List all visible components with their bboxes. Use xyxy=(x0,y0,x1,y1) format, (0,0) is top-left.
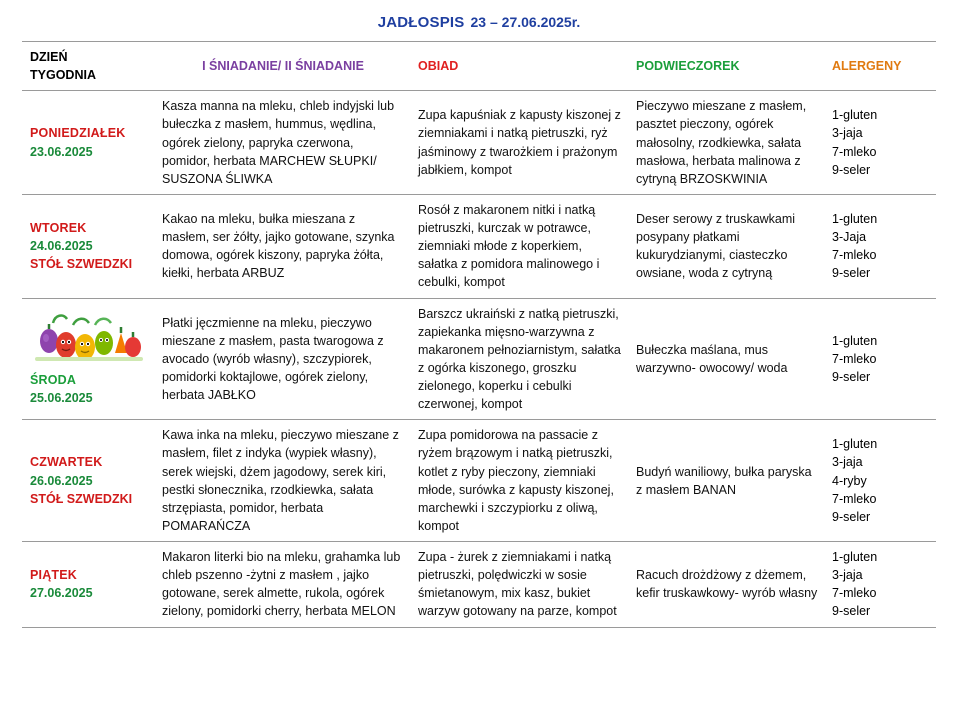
allergen-item: 9-seler xyxy=(832,266,871,281)
allergen-item: 1-gluten xyxy=(832,333,878,348)
header-row xyxy=(22,42,936,91)
day-name: WTOREK xyxy=(30,221,87,235)
allergen-item: 1-gluten xyxy=(832,437,878,452)
column-header-day-line2: TYGODNIA xyxy=(30,68,96,83)
table-header xyxy=(22,42,936,91)
snack-cell: Pieczywo mieszane z masłem, pasztet pieczony, ogórek małosolny, rzodkiewka, sałata masłowa, herbata malinowa z cytryną BRZOSKWINIA xyxy=(628,91,824,195)
day-cell-friday xyxy=(22,542,154,628)
allergens-cell xyxy=(824,91,936,195)
vegetables-illustration xyxy=(33,311,145,367)
lunch-cell: Zupa kapuśniak z kapusty kiszonej z ziemniakami i natką pietruszki, ryż jaśminowy z twarożkiem i prażonym jabłkiem, kompot xyxy=(410,91,628,195)
breakfast-cell: Makaron literki bio na mleku, grahamka lub chleb pszenno -żytni z masłem , jajko gotowane, serek almette, rukola, ogórek zielony, pomidorki cherry, herbata MELON xyxy=(154,542,410,628)
allergen-item: 7-mleko xyxy=(832,586,877,601)
allergen-item: 9-seler xyxy=(832,162,871,177)
day-name: CZWARTEK xyxy=(30,455,103,470)
snack-cell: Budyń waniliowy, bułka paryska z masłem BANAN xyxy=(628,420,824,542)
column-header-lunch: OBIAD xyxy=(410,42,628,91)
allergens-cell xyxy=(824,298,936,420)
allergen-item: 9-seler xyxy=(832,604,871,619)
column-header-snack: PODWIECZOREK xyxy=(628,42,824,91)
column-header-day xyxy=(22,42,154,91)
lunch-cell: Zupa pomidorowa na passacie z ryżem brązowym i natką pietruszki, kotlet z ryby pieczony, ziemniaki młode, surówka z kapusty kiszonej, marchewki i szczypiorku z oliwą, kompot xyxy=(410,420,628,542)
allergens-cell xyxy=(824,194,936,298)
lunch-cell: Zupa - żurek z ziemniakami i natką pietruszki, polędwiczki w sosie śmietanowym, mix kasz, bukiet warzyw gotowany na parze, kompot xyxy=(410,542,628,628)
lunch-cell: Barszcz ukraiński z natką pietruszki, zapiekanka mięsno-warzywna z makaronem pełnoziarnistym, sałatka z ogórka kiszonego, groszku zielonego, koperku i cebulki czerwonej, kompot xyxy=(410,298,628,420)
allergens-cell xyxy=(824,542,936,628)
title-dates: 23 – 27.06.2025r. xyxy=(470,14,581,30)
allergen-item: 7-mleko xyxy=(832,351,877,366)
breakfast-cell: Płatki jęczmienne na mleku, pieczywo mieszane z masłem, pasta twarogowa z avocado (wyrób własny), szczypiorek, pomidorki koktajlowe, ogórek zielony, herbata JABŁKO xyxy=(154,298,410,420)
day-cell-thursday xyxy=(22,420,154,542)
day-note: STÓŁ SZWEDZKI xyxy=(30,491,133,506)
column-header-allergens: ALERGENY xyxy=(824,42,936,91)
menu-table xyxy=(22,41,936,628)
column-header-breakfast: I ŚNIADANIE/ II ŚNIADANIE xyxy=(154,42,410,91)
day-cell-tuesday xyxy=(22,194,154,298)
allergen-item: 1-gluten xyxy=(832,550,878,564)
snack-cell: Racuch drożdżowy z dżemem, kefir truskawkowy- wyrób własny xyxy=(628,542,824,628)
day-date: 24.06.2025 xyxy=(30,239,93,254)
snack-cell: Deser serowy z truskawkami posypany płatkami kukurydzianymi, ciasteczko owsiane, woda z cytryną xyxy=(628,194,824,298)
breakfast-cell: Kakao na mleku, bułka mieszana z masłem, ser żółty, jajko gotowane, szynka domowa, ogórek kiszony, papryka żółta, kiełki, herbata ARBUZ xyxy=(154,194,410,298)
snack-cell: Bułeczka maślana, mus warzywno- owocowy/ woda xyxy=(628,298,824,420)
allergen-item: 7-mleko xyxy=(832,248,877,263)
day-date: 26.06.2025 xyxy=(30,473,93,488)
table-row xyxy=(22,420,936,542)
allergen-item: 3-jaja xyxy=(832,455,863,470)
allergen-item: 9-seler xyxy=(832,369,871,384)
day-date: 25.06.2025 xyxy=(30,390,93,405)
title-text: JADŁOSPIS xyxy=(377,14,465,31)
day-note: STÓŁ SZWEDZKI xyxy=(30,257,133,272)
lunch-cell: Rosół z makaronem nitki i natką pietruszki, kurczak w potrawce, ziemniaki młode z koperkiem, sałatka z pomidora malinowego i cebulki, kompot xyxy=(410,194,628,298)
day-name: ŚRODA xyxy=(30,372,77,387)
day-cell-monday xyxy=(22,91,154,195)
allergen-item: 1-gluten xyxy=(832,211,878,226)
day-date: 27.06.2025 xyxy=(30,586,93,601)
table-body xyxy=(22,91,936,627)
allergen-item: 3-jaja xyxy=(832,126,863,141)
allergen-item: 3-jaja xyxy=(832,568,863,583)
table-row xyxy=(22,298,936,420)
column-header-day-line1: DZIEŃ xyxy=(30,50,68,64)
breakfast-cell: Kasza manna na mleku, chleb indyjski lub bułeczka z masłem, hummus, wędlina, ogórek zielony, papryka czerwona, pomidor, herbata MARCHEW SŁUPKI/ SUSZONA ŚLIWKA xyxy=(154,91,410,195)
table-row xyxy=(22,542,936,628)
day-cell-wednesday xyxy=(22,298,154,420)
page-title xyxy=(22,8,936,41)
allergen-item: 7-mleko xyxy=(832,144,877,159)
table-row xyxy=(22,91,936,195)
allergen-item: 9-seler xyxy=(832,509,871,524)
day-name: PIĄTEK xyxy=(30,568,78,583)
allergen-item: 4-ryby xyxy=(832,473,867,488)
allergen-item: 3-Jaja xyxy=(832,230,867,245)
allergen-item: 7-mleko xyxy=(832,491,877,506)
day-name: PONIEDZIAŁEK xyxy=(30,126,126,141)
day-date: 23.06.2025 xyxy=(30,144,93,159)
table-row xyxy=(22,194,936,298)
allergens-cell xyxy=(824,420,936,542)
breakfast-cell: Kawa inka na mleku, pieczywo mieszane z masłem, filet z indyka (wypiek własny), serek wiejski, dżem jagodowy, serek kiri, pestki słonecznika, rzodkiewka, sałata strzępiasta, pomidor, herbata POMARAŃCZA xyxy=(154,420,410,542)
allergen-item: 1-gluten xyxy=(832,108,878,123)
